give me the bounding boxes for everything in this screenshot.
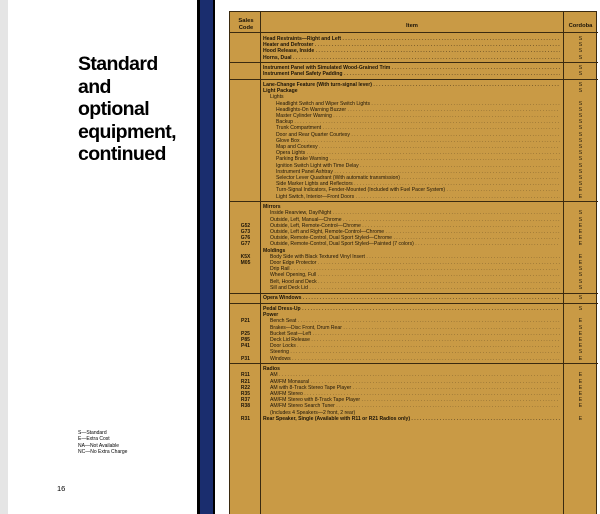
- item-label: Power: [263, 312, 279, 319]
- item-label: Headlights-On Warning Buzzer . . .: [276, 107, 560, 113]
- header-rule: [230, 32, 598, 33]
- cordoba-availability: S: [578, 65, 583, 72]
- header-sales-code-line2: Code: [238, 24, 254, 31]
- item-label: Lights: [270, 94, 284, 101]
- cordoba-availability: S: [578, 42, 583, 49]
- cordoba-availability: S: [578, 106, 583, 113]
- cordoba-availability: S: [578, 36, 583, 42]
- cordoba-availability: S: [578, 144, 583, 150]
- item-label: Outside, Left, Remote-Control—Chrome . . .: [270, 223, 560, 229]
- sales-code: R31: [240, 415, 251, 422]
- cordoba-availability: E: [578, 229, 583, 235]
- item-label: (Includes 4 Speakers—2 front, 2 rear): [270, 409, 356, 416]
- item-label: Brakes—Disc Front, Drum Rear . . .: [270, 325, 560, 331]
- section-divider: [230, 79, 598, 80]
- cordoba-availability: E: [578, 397, 583, 404]
- cordoba-availability: S: [578, 48, 583, 55]
- cordoba-availability: E: [578, 260, 583, 266]
- cordoba-availability: S: [578, 295, 583, 302]
- item-label: Pedal Dress-Up . . .: [263, 306, 560, 312]
- item-label: Instrument Panel Ashtray . . .: [276, 169, 560, 175]
- item-label: Bench Seat . . .: [270, 318, 560, 324]
- cordoba-availability: S: [578, 216, 583, 223]
- sales-code: P25: [241, 330, 250, 337]
- cordoba-availability: E: [578, 187, 583, 194]
- sales-code: P41: [241, 343, 250, 350]
- table-row: [230, 194, 598, 200]
- cordoba-availability: S: [578, 137, 583, 144]
- item-label: AM . . .: [270, 372, 560, 378]
- cordoba-availability: E: [578, 343, 583, 350]
- sales-code: R11: [241, 372, 250, 379]
- cordoba-availability: E: [578, 391, 583, 397]
- heading-line: continued: [78, 143, 166, 165]
- table-row: [230, 71, 598, 77]
- cordoba-availability: S: [578, 272, 583, 279]
- item-label: Backup . . .: [276, 119, 560, 125]
- cordoba-availability: S: [578, 306, 583, 312]
- cordoba-availability: S: [578, 54, 583, 61]
- item-label: Wheel Opening, Full . . .: [270, 272, 560, 278]
- item-label: Mirrors: [263, 204, 281, 211]
- heading-line: optional: [78, 98, 150, 120]
- item-label: Hood Release, Inside . . .: [263, 48, 560, 54]
- item-label: Belt, Hood and Deck . . .: [270, 279, 560, 285]
- cordoba-availability: E: [578, 235, 583, 242]
- item-label: Headlight Switch and Wiper Switch Lights . . .: [276, 101, 560, 107]
- item-label: AM/FM Stereo with 8-Track Tape Player . . .: [270, 397, 560, 403]
- sales-code: P85: [241, 337, 250, 343]
- table-row: [230, 295, 598, 301]
- sales-code: R21: [240, 378, 251, 385]
- sales-code: R38: [240, 403, 251, 410]
- item-label: Master Cylinder Warning . . .: [276, 113, 560, 119]
- section-divider: [230, 201, 598, 202]
- table-row: [230, 356, 598, 362]
- cordoba-availability: E: [578, 355, 583, 362]
- item-label: Heater and Defroster . . .: [263, 42, 560, 48]
- cordoba-availability: E: [578, 241, 583, 248]
- item-label: Windows . . .: [270, 356, 560, 362]
- sales-code: G52: [240, 222, 251, 229]
- cordoba-availability: S: [578, 181, 583, 188]
- cordoba-availability: E: [578, 372, 583, 379]
- left-page: [0, 0, 197, 514]
- cordoba-availability: S: [578, 278, 583, 285]
- item-label: Drip Rail . . .: [270, 266, 560, 272]
- cordoba-availability: S: [578, 88, 583, 95]
- item-label: Outside, Left, Manual—Chrome . . .: [270, 217, 560, 223]
- cordoba-availability: S: [578, 324, 583, 331]
- sales-code: R22: [240, 384, 251, 391]
- item-label: Turn-Signal Indicators, Fender-Mounted (Included with Fuel Pacer System) . . .: [276, 187, 560, 193]
- cordoba-availability: S: [578, 175, 583, 181]
- sales-code: G73: [240, 229, 251, 235]
- cordoba-availability: S: [578, 210, 583, 217]
- cordoba-availability: E: [578, 193, 583, 200]
- legend-entry: NC—No Extra Charge: [78, 448, 128, 455]
- section-divider: [230, 363, 598, 364]
- item-label: Side Marker Lights and Reflectors . . .: [276, 181, 560, 187]
- spine-blue-band: [200, 0, 213, 514]
- cordoba-availability: E: [578, 415, 583, 422]
- item-label: Instrument Panel with Simulated Wood-Grained Trim . . .: [263, 65, 560, 71]
- item-label: Steering . . .: [270, 349, 560, 355]
- cordoba-availability: S: [578, 71, 583, 78]
- item-label: Outside, Left and Right, Remote-Control—Chrome . . .: [270, 229, 560, 235]
- item-label: Parking Brake Warning . . .: [276, 156, 560, 162]
- item-label: Horns, Dual . . .: [263, 55, 560, 61]
- item-label: Opera Lights . . .: [276, 150, 560, 156]
- table-row: [230, 285, 598, 291]
- page-heading: [78, 53, 198, 166]
- item-label: Door Locks . . .: [270, 343, 560, 349]
- cordoba-availability: S: [578, 284, 583, 291]
- cordoba-availability: S: [578, 349, 583, 356]
- cordoba-availability: E: [578, 403, 583, 410]
- section-divider: [230, 62, 598, 63]
- item-label: AM with 8-Track Stereo Tape Player . . .: [270, 385, 560, 391]
- item-label: Deck Lid Release . . .: [270, 337, 560, 343]
- item-label: Inside Rearview, Day/Night . . .: [270, 210, 560, 216]
- item-label: Door and Rear Quarter Courtesy . . .: [276, 132, 560, 138]
- page-number: 16: [57, 484, 66, 493]
- sales-code: R35: [240, 391, 251, 397]
- cordoba-availability: E: [578, 253, 583, 260]
- item-label: Selector Lever Quadrant (With automatic transmission) . . .: [276, 175, 560, 181]
- item-label: AM/FM Monaural . . .: [270, 379, 560, 385]
- cordoba-availability: S: [578, 100, 583, 107]
- item-label: Outside, Remote-Control, Dual Sport Styled—Painted (7 colors) . . .: [270, 241, 560, 247]
- item-label: Lane-Change Feature (With turn-signal lever) . . .: [263, 82, 560, 88]
- item-label: Moldings: [263, 247, 286, 254]
- item-label: Ignition Switch Light with Time Delay . . .: [276, 163, 560, 169]
- cordoba-availability: E: [578, 384, 583, 391]
- item-label: Rear Speaker, Single (Available with R11 or R21 Radios only) . . .: [263, 416, 560, 422]
- cordoba-availability: S: [578, 82, 583, 88]
- item-label: Outside, Remote-Control, Dual Sport Styled—Chrome . . .: [270, 235, 560, 241]
- sales-code: R37: [240, 397, 251, 404]
- cordoba-availability: S: [578, 125, 583, 132]
- legend-entry: S—Standard: [78, 430, 107, 436]
- cordoba-availability: S: [578, 150, 583, 157]
- legend-entry: E—Extra Cost: [78, 436, 110, 443]
- item-label: Door Edge Protector . . .: [270, 260, 560, 266]
- item-label: Light Package: [263, 88, 298, 95]
- item-label: Sill and Deck Lid . . .: [270, 285, 560, 291]
- cordoba-availability: S: [578, 266, 583, 273]
- item-label: Map and Courtesy . . .: [276, 144, 560, 150]
- item-label: Instrument Panel Safety Padding . . .: [263, 71, 560, 77]
- sales-code: P31: [241, 355, 250, 362]
- item-label: Trunk Compartment . . .: [276, 125, 560, 131]
- item-label: AM/FM Stereo . . .: [270, 391, 560, 397]
- sales-code: G76: [240, 235, 251, 242]
- cordoba-availability: E: [578, 222, 583, 229]
- cordoba-availability: E: [578, 330, 583, 337]
- availability-legend: [78, 430, 127, 455]
- item-label: Bucket Seat—Left . . .: [270, 331, 560, 337]
- table-row: [230, 416, 598, 422]
- cordoba-availability: S: [578, 156, 583, 163]
- heading-line: equipment,: [78, 120, 177, 143]
- item-label: AM/FM Stereo Search Tuner . . .: [270, 403, 560, 409]
- heading-line: Standard: [78, 53, 158, 75]
- sales-code: M05: [240, 260, 251, 266]
- right-page: [215, 0, 600, 514]
- header-item: Item: [406, 23, 418, 29]
- sales-code: K5X: [240, 253, 251, 260]
- item-label: Body Side with Black Textured Vinyl Insert . . .: [270, 254, 560, 260]
- page-edge-shadow: [0, 0, 8, 514]
- header-cordoba: Cordoba: [568, 23, 593, 29]
- cordoba-availability: S: [578, 162, 583, 169]
- sales-code: P21: [241, 318, 250, 325]
- item-label: Radios: [263, 366, 280, 373]
- legend-entry: NA—Not Available: [78, 442, 120, 449]
- cordoba-availability: E: [578, 337, 583, 343]
- section-divider: [230, 293, 598, 294]
- heading-line: and: [78, 75, 111, 98]
- item-label: Opera Windows . . .: [263, 295, 560, 301]
- cordoba-availability: S: [578, 119, 583, 126]
- cordoba-availability: E: [578, 378, 583, 385]
- item-label: Light Switch, Interior—Front Doors . . .: [276, 194, 560, 200]
- cordoba-availability: S: [578, 168, 583, 175]
- item-label: Head Restraints—Right and Left . . .: [263, 36, 560, 42]
- cordoba-availability: S: [578, 113, 583, 119]
- cordoba-availability: E: [578, 318, 583, 325]
- sales-code: G77: [240, 241, 251, 248]
- header-sales-code: [232, 18, 260, 31]
- table-row: [230, 55, 598, 61]
- cordoba-availability: S: [578, 131, 583, 138]
- section-divider: [230, 303, 598, 304]
- item-label: Glove Box . . .: [276, 138, 560, 144]
- header-sales-code-line1: Sales: [238, 18, 254, 24]
- equipment-table: [229, 11, 597, 514]
